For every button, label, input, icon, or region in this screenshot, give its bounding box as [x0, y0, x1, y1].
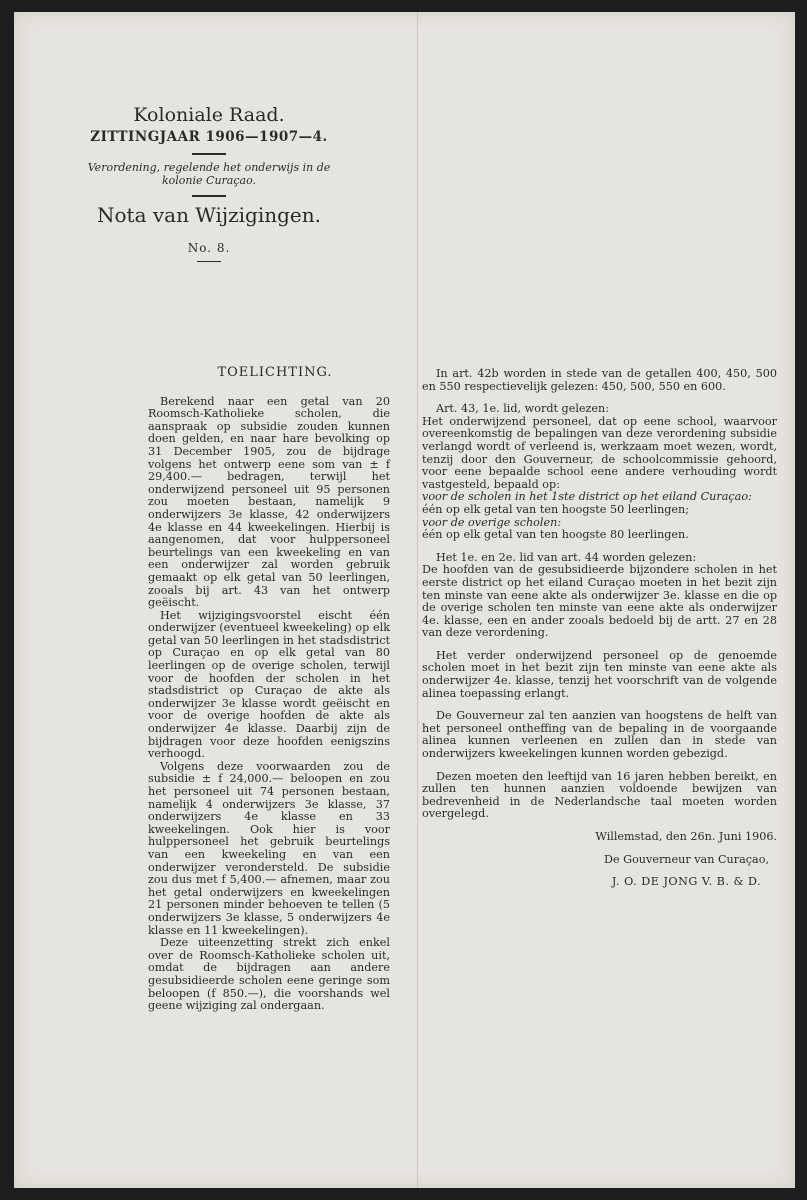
page-fold — [417, 12, 418, 1188]
rule-line: één op elk getal van ten hoogste 50 leerlingen; — [422, 502, 690, 516]
council-title: Koloniale Raad. — [133, 104, 285, 126]
italic-subheading: voor de overige scholen: — [422, 515, 562, 529]
divider — [197, 261, 221, 262]
divider — [192, 195, 226, 197]
paragraph: Het verder onderwijzend personeel op de genoemde scholen moet in het bezit zijn ten minste van eene akte als onderwijzer 4e. klasse, tenzij het voorschrift van de volgende alinea toepassing erlangt. — [422, 648, 777, 700]
document-title: Nota van Wijzigingen. — [96, 203, 321, 227]
place-date: Willemstad, den 26n. Juni 1906. — [595, 830, 777, 843]
paragraph: Dezen moeten den leeftijd van 16 jaren hebben bereikt, en zullen ten hunnen aanzien voldoende bewijzen van bedrevenheid in de Nederlandsche taal moeten worden overgelegd. — [422, 769, 777, 821]
explanation-title: TOELICHTING. — [217, 365, 333, 380]
paragraph: Volgens deze voorwaarden zou de subsidie ± f 24,000.— beloopen en zou het personeel uit 74 personen bestaan, namelijk 4 onderwijzers 3e klasse, 37 onderwijzers 4e klasse en 33 kweekelingen. Ook hier is voor hulppersoneel het gebruik beurtelings van een kweekeling en van een onderwijzer verondersteld. De subsidie zou dus met f 5,400.— afnemen, maar zou het getal onderwijzers en kweekelingen 21 personen minder behoeven te tellen (5 onderwijzers 3e klasse, 5 onderwijzers 4e klasse en 11 kweekelingen). — [148, 759, 390, 937]
signatory-name: J. O. DE JONG V. B. & D. — [611, 875, 762, 889]
session-year: ZITTINGJAAR 1906—1907—4. — [90, 129, 328, 145]
paragraph: Deze uiteenzetting strekt zich enkel over de Roomsch-Katholieke scholen uit, omdat de bijdragen aan andere gesubsidieerde scholen eene geringe som beloopen (f 850.—), die voorshands wel geene wijziging zal ondergaan. — [148, 936, 390, 1013]
paragraph: Het onderwijzend personeel, dat op eene school, waarvoor overeenkomstig de bepalingen van deze verordening subsidie verlangd wordt of verleend is, werkzaam moet wezen, wordt, tenzij door den Gouverneur, de schoolcommissie gehoord, voor eene bepaalde school eene andere verhouding wordt vastgesteld, bepaald op: — [422, 414, 777, 491]
signatory-title: De Gouverneur van Curaçao, — [603, 852, 769, 866]
ordinance-subtitle: Verordening, regelende het onderwijs in de kolonie Curaçao. — [87, 161, 331, 187]
paragraph: In art. 42b worden in stede van de getallen 400, 450, 500 en 550 respectievelijk gelezen: 450, 500, 550 en 600. — [422, 367, 777, 393]
paragraph-intro: Art. 43, 1e. lid, wordt gelezen: — [436, 402, 610, 416]
document-number: No. 8. — [187, 241, 231, 255]
document-page — [14, 12, 795, 1188]
divider — [192, 153, 226, 155]
amendments-column — [422, 368, 777, 899]
paragraph: Berekend naar een getal van 20 Roomsch-Katholieke scholen, die aanspraak op subsidie zouden kunnen doen gelden, en naar hare bevolking op 31 December 1905, zou de bijdrage volgens het ontwerp eene som van ± f 29,400.— bedragen, terwijl het onderwijzend personeel uit 95 personen zou moeten bestaan, namelijk 9 onderwijzers 3e klasse, 42 onderwijzers 4e klasse en 44 kweekelingen. Hierbij is aangenomen, dat voor hulppersoneel beurtelings van een kweekeling en van een onderwijzer zal worden gebruik gemaakt op elk getal van 50 leerlingen, zooals bij art. 43 van het ontwerp geëischt. — [148, 394, 390, 610]
rule-line: één op elk getal van ten hoogste 80 leerlingen. — [422, 528, 689, 542]
explanation-column — [148, 367, 390, 1013]
document-header — [84, 104, 334, 268]
paragraph: De hoofden van de gesubsidieerde bijzondere scholen in het eerste district op het eiland Curaçao moeten in het bezit zijn ten minste van eene akte als onderwijzer 3e. klasse en die op de overige scholen ten minste van eene akte als onderwijzer 4e. klasse, een en ander zooals bedoeld bij de artt. 27 en 28 van deze verordening. — [422, 563, 777, 640]
italic-subheading: voor de scholen in het 1ste district op het eiland Curaçao: — [422, 490, 752, 504]
paragraph-intro: Het 1e. en 2e. lid van art. 44 worden gelezen: — [436, 550, 697, 564]
paragraph: Het wijzigingsvoorstel eischt één onderwijzer (eventueel kweekeling) op elk getal van 50 leerlingen in het stadsdistrict op Curaçao en op elk getal van 80 leerlingen op de overige scholen, terwijl voor de hoofden der scholen in het stadsdistrict op Curaçao de akte als onderwijzer 3e klasse wordt geëischt en voor de overige hoofden de akte als onderwijzer 4e klasse. Daarbij zijn de bijdragen voor deze hoofden eenigszins verhoogd. — [148, 608, 390, 761]
paragraph: De Gouverneur zal ten aanzien van hoogstens de helft van het personeel ontheffing van de bepaling in de voorgaande alinea kunnen verleenen en zullen dan in stede van onderwijzers kweekelingen kunnen worden gebezigd. — [422, 709, 777, 761]
